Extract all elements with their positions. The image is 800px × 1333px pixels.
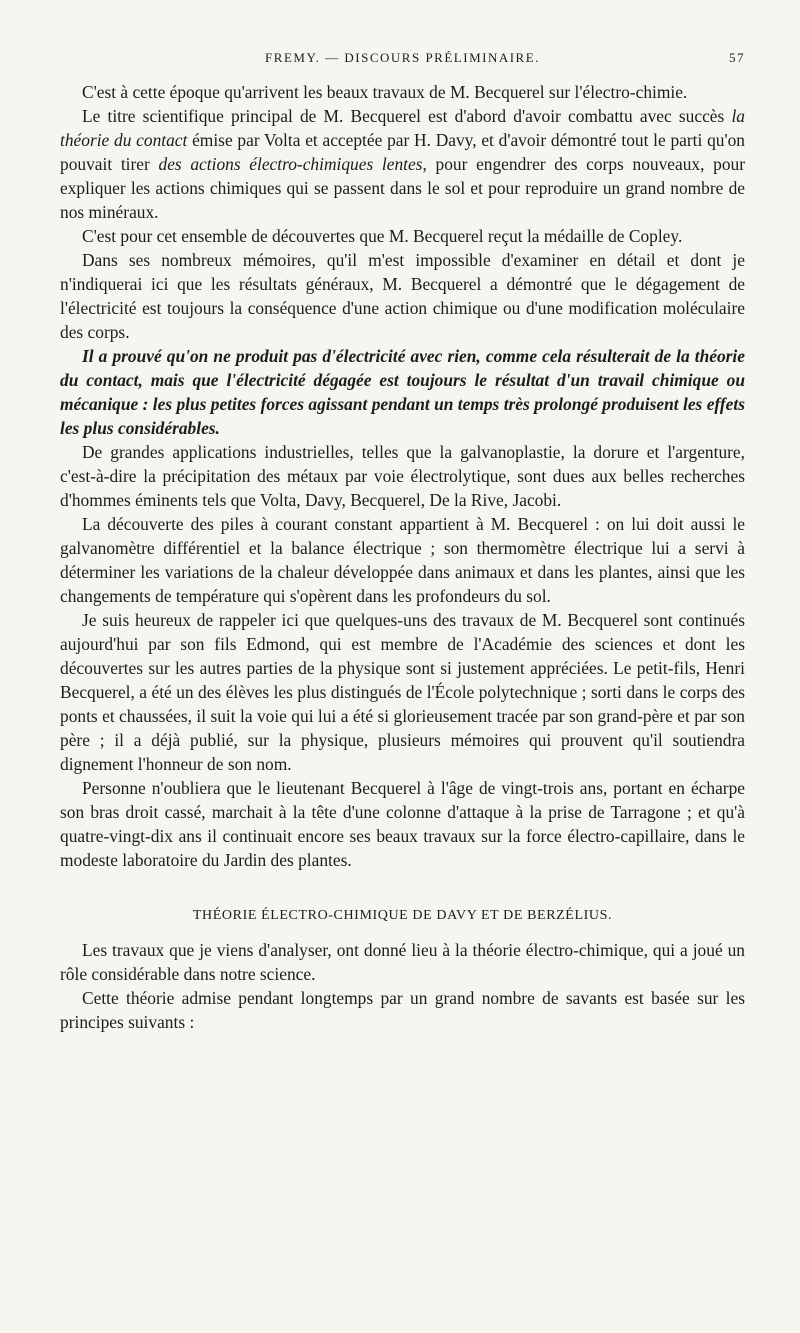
italic-phrase: des actions électro-chimiques lentes	[158, 154, 423, 174]
italic-phrase: la théorie du contact	[60, 106, 745, 150]
page-header	[60, 50, 745, 80]
text-run: Le titre scientifique principal de M. Becquerel est d'abord d'avoir combattu avec succès	[82, 106, 732, 126]
page-body	[60, 80, 745, 1034]
paragraph: De grandes applications industrielles, telles que la galvanoplastie, la dorure et l'argenture, c'est-à-dire la précipitation des métaux par voie électrolytique, sont dues aux belles recherches d'hommes éminents tels que Volta, Davy, Becquerel, De la Rive, Jacobi.	[60, 442, 745, 510]
paragraph: C'est à cette époque qu'arrivent les beaux travaux de M. Becquerel sur l'électro-chimie.	[82, 82, 688, 102]
paragraph: Les travaux que je viens d'analyser, ont donné lieu à la théorie électro-chimique, qui a joué un rôle considérable dans notre science.	[60, 940, 745, 984]
paragraph: C'est pour cet ensemble de découvertes que M. Becquerel reçut la médaille de Copley.	[82, 226, 683, 246]
section-heading: THÉORIE ÉLECTRO-CHIMIQUE DE DAVY ET DE BERZÉLIUS.	[192, 908, 613, 923]
paragraph: Dans ses nombreux mémoires, qu'il m'est impossible d'examiner en détail et dont je n'indiquerai ici que les résultats généraux, M. Becquerel a démontré que le dégagement de l'électricité est toujours la conséquence d'une action chimique ou d'une modification moléculaire des corps.	[60, 250, 745, 342]
paragraph: Je suis heureux de rappeler ici que quelques-uns des travaux de M. Becquerel sont continués aujourd'hui par son fils Edmond, qui est membre de l'Académie des sciences et dont les découvertes sur les autres parties de la physique sont si justement appréciées. Le petit-fils, Henri Becquerel, a été un des élèves les plus distingués de l'École polytechnique ; sorti dans le corps des ponts et chaussées, il suit la voie qui lui a été si glorieusement tracée par son grand-père et par son père ; il a déjà publié, sur la physique, plusieurs mémoires qui prouvent qu'il soutiendra dignement l'honneur de son nom.	[60, 610, 745, 774]
emphasized-paragraph: Il a prouvé qu'on ne produit pas d'électricité avec rien, comme cela résulterait de la théorie du contact, mais que l'électricité dégagée est toujours le résultat d'un travail chimique ou mécanique : les plus petites forces agissant pendant un temps très prolongé produisent les effets les plus considérables.	[60, 346, 745, 438]
running-title: FREMY. — DISCOURS PRÉLIMINAIRE.	[265, 50, 540, 65]
paragraph: La découverte des piles à courant constant appartient à M. Becquerel : on lui doit aussi le galvanomètre différentiel et la balance électrique ; son thermomètre électrique lui a servi à déterminer les variations de la chaleur développée dans animaux et dans les plantes, ainsi que les changements de température qui s'opèrent dans les profondeurs du sol.	[60, 514, 745, 606]
text-run: émise par Volta et acceptée par H. Davy, et d'avoir démontré tout le parti qu'on pouvait tirer	[60, 130, 745, 174]
paragraph	[60, 104, 745, 224]
paragraph: Cette théorie admise pendant longtemps par un grand nombre de savants est basée sur les principes suivants :	[60, 988, 745, 1032]
paragraph: Personne n'oubliera que le lieutenant Becquerel à l'âge de vingt-trois ans, portant en écharpe son bras droit cassé, marchait à la tête d'une colonne d'attaque à la prise de Tarragone ; et qu'à quatre-vingt-dix ans il continuait encore ses beaux travaux sur la force électro-capillaire, dans le modeste laboratoire du Jardin des plantes.	[60, 778, 745, 870]
page-number: 57	[729, 50, 745, 65]
text-run: , pour engendrer des corps nouveaux, pour expliquer les actions chimiques qui se passent dans le sol et pour reproduire un grand nombre de nos minéraux.	[60, 154, 746, 222]
